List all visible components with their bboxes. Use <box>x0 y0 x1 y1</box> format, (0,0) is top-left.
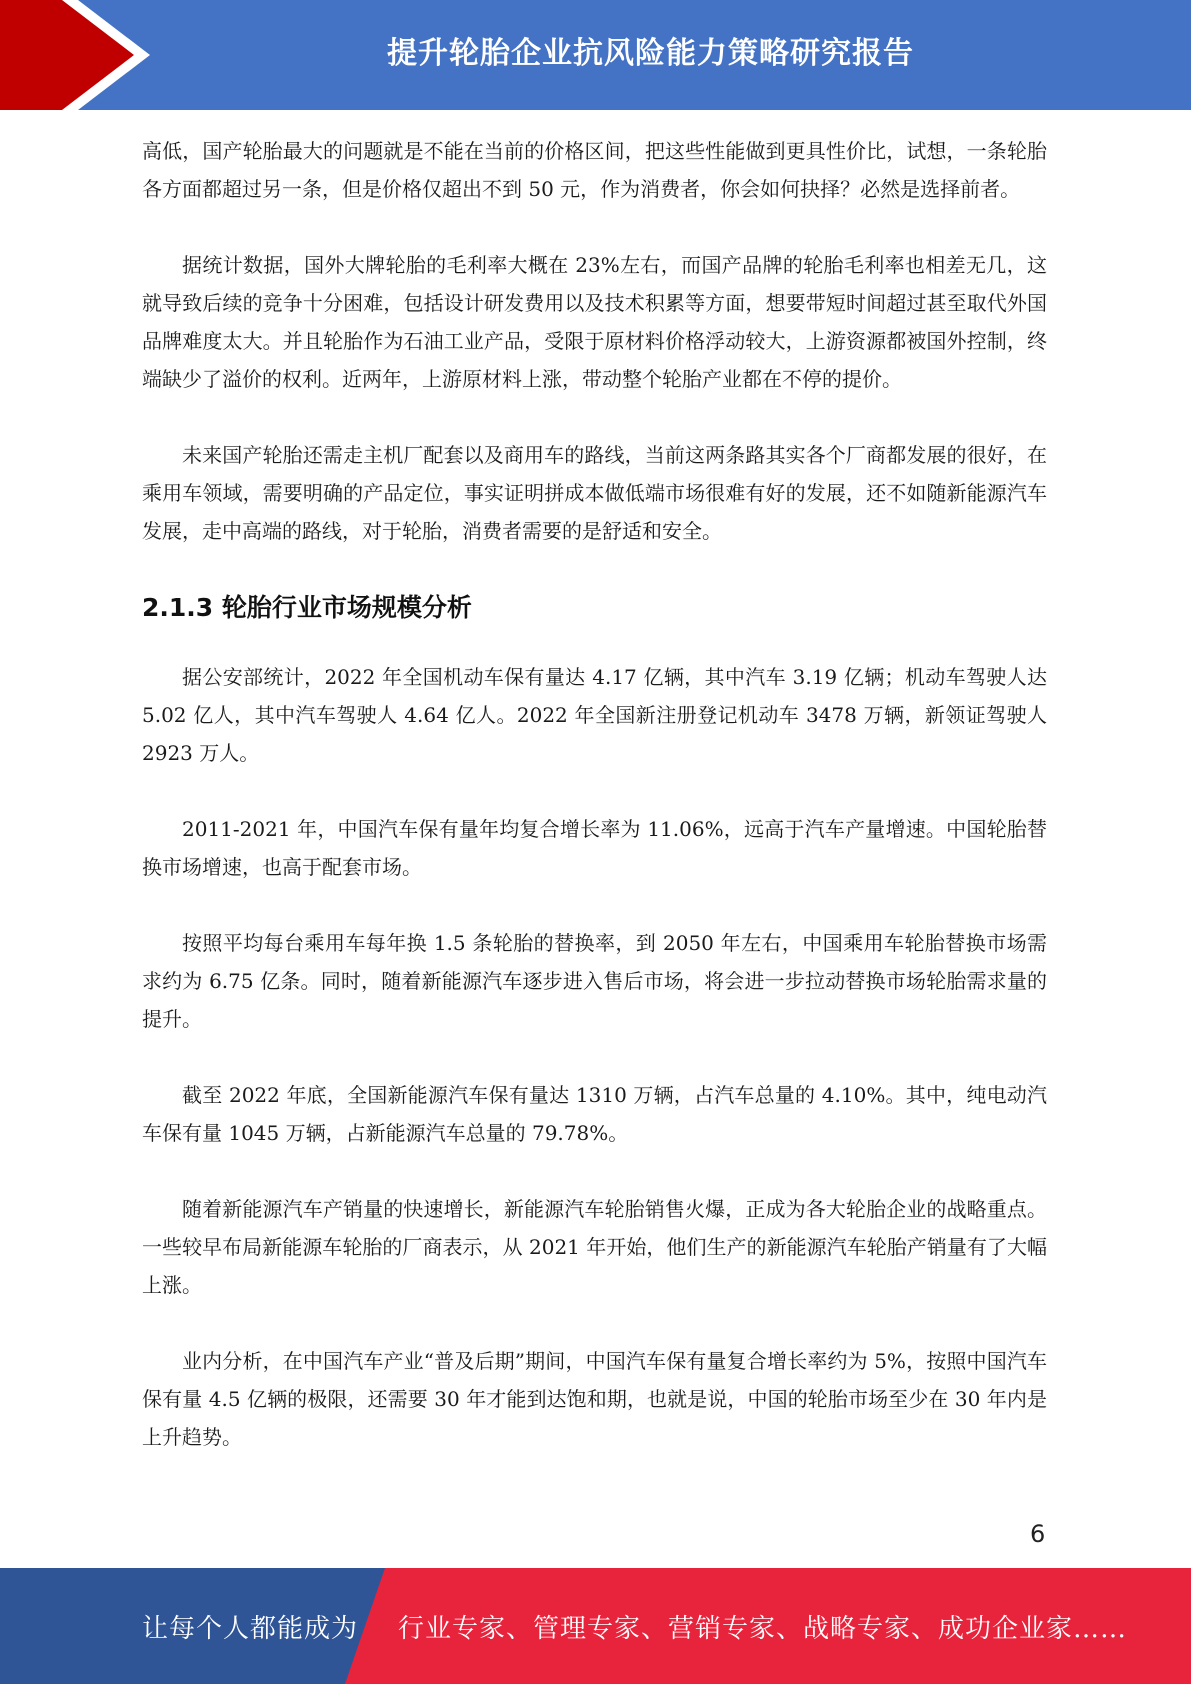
paragraph: 高低，国产轮胎最大的问题就是不能在当前的价格区间，把这些性能做到更具性价比，试想，一条轮胎各方面都超过另一条，但是价格仅超出不到 50 元，作为消费者，你会如何抉择？必然是选择前者。 <box>142 139 1047 201</box>
footer-slogan-left: 让每个人都能成为 <box>142 1614 359 1644</box>
page-header <box>0 0 1191 110</box>
paragraph: 业内分析，在中国汽车产业“普及后期”期间，中国汽车保有量复合增长率约为 5%，按照中国汽车保有量 4.5 亿辆的极限，还需要 30 年才能到达饱和期，也就是说，中国的轮胎市场至少在 30 年内是上升趋势。 <box>142 1349 1047 1449</box>
paragraph: 随着新能源汽车产销量的快速增长，新能源汽车轮胎销售火爆，正成为各大轮胎企业的战略重点。一些较早布局新能源车轮胎的厂商表示，从 2021 年开始，他们生产的新能源汽车轮胎产销量有了大幅上涨。 <box>142 1197 1047 1297</box>
footer-slogan-right: 行业专家、管理专家、营销专家、战略专家、成功企业家…… <box>398 1614 1128 1644</box>
page-footer <box>0 1568 1191 1684</box>
paragraph: 截至 2022 年底，全国新能源汽车保有量达 1310 万辆，占汽车总量的 4.10%。其中，纯电动汽车保有量 1045 万辆，占新能源汽车总量的 79.78%。 <box>142 1083 1047 1145</box>
page-number: 6 <box>1030 1520 1046 1548</box>
header-title: 提升轮胎企业抗风险能力策略研究报告 <box>387 36 914 71</box>
paragraph: 按照平均每台乘用车每年换 1.5 条轮胎的替换率，到 2050 年左右，中国乘用车轮胎替换市场需求约为 6.75 亿条。同时，随着新能源汽车逐步进入售后市场，将会进一步拉动替换市场轮胎需求量的提升。 <box>142 931 1047 1031</box>
paragraph: 据统计数据，国外大牌轮胎的毛利率大概在 23%左右，而国产品牌的轮胎毛利率也相差无几，这就导致后续的竞争十分困难，包括设计研发费用以及技术积累等方面，想要带短时间超过甚至取代外国品牌难度太大。并且轮胎作为石油工业产品，受限于原材料价格浮动较大，上游资源都被国外控制，终端缺少了溢价的权利。近两年，上游原材料上涨，带动整个轮胎产业都在不停的提价。 <box>142 253 1047 391</box>
page-content <box>142 132 1047 1494</box>
paragraph: 据公安部统计，2022 年全国机动车保有量达 4.17 亿辆，其中汽车 3.19 亿辆；机动车驾驶人达 5.02 亿人，其中汽车驾驶人 4.64 亿人。2022 年全国新注册登记机动车 3478 万辆，新领证驾驶人 2923 万人。 <box>142 665 1047 765</box>
section-heading: 2.1.3 轮胎行业市场规模分析 <box>142 593 472 622</box>
paragraph: 未来国产轮胎还需走主机厂配套以及商用车的路线，当前这两条路其实各个厂商都发展的很好，在乘用车领域，需要明确的产品定位，事实证明拼成本做低端市场很难有好的发展，还不如随新能源汽车发展，走中高端的路线，对于轮胎，消费者需要的是舒适和安全。 <box>142 443 1047 543</box>
paragraph: 2011-2021 年，中国汽车保有量年均复合增长率为 11.06%，远高于汽车产量增速。中国轮胎替换市场增速，也高于配套市场。 <box>142 817 1047 879</box>
